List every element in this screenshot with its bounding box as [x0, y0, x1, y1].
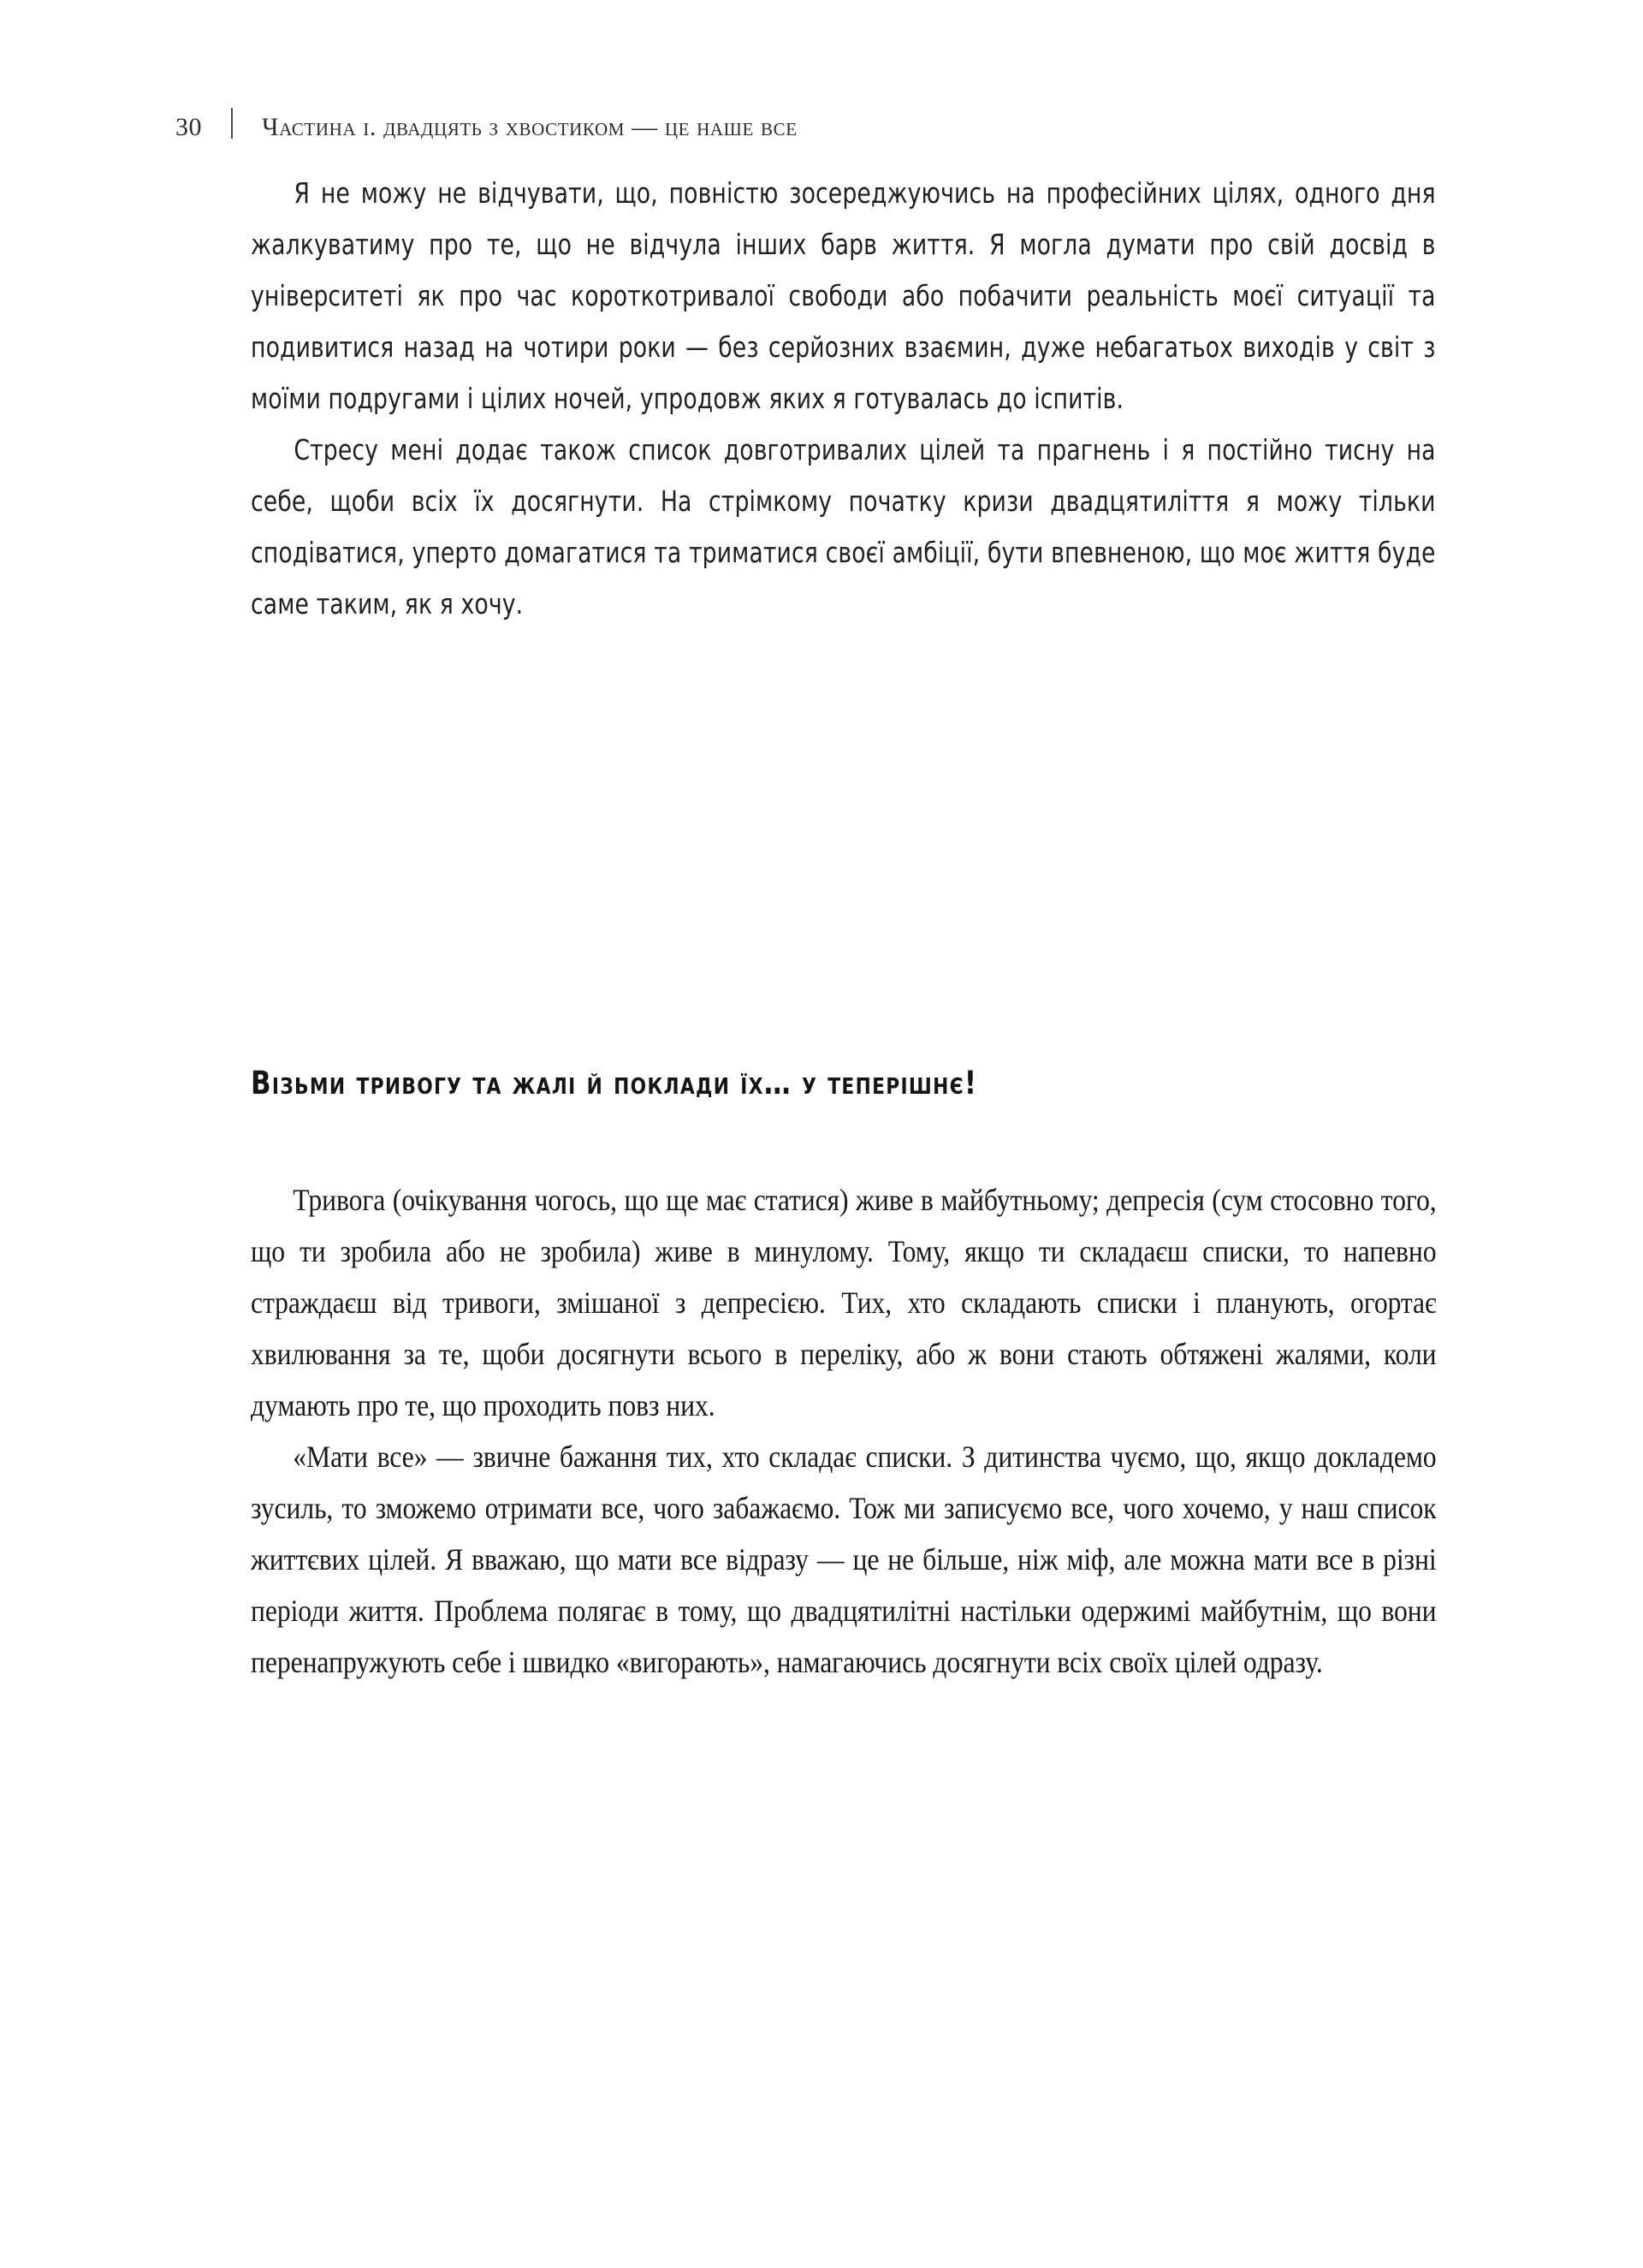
- running-head-divider: [231, 108, 233, 139]
- paragraph: Я не можу не відчувати, що, повністю зосереджуючись на професійних цілях, одного дня жалкуватиму про те, що не відчула інших барв життя. Я могла думати про свій досвід в університеті як про час короткотривалої свободи або побачити реальність моєї ситуації та подивитися назад на чотири роки — без серйозних взаємин, дуже небагатьох виходів у світ з моїми подругами і цілих ночей, упродовж яких я готувалась до іспитів.: [251, 176, 1436, 415]
- page-number: 30: [175, 113, 202, 141]
- section-paragraph-block: [251, 1174, 1437, 1688]
- paragraph: Тривога (очікування чогось, що ще має статися) живе в майбутньому; депресія (сум стосовно того, що ти зробила або не зробила) живе в минулому. Тому, якщо ти складаєш списки, то напевно страждаєш від тривоги, змішаної з депресією. Тих, хто складають списки і планують, огортає хвилювання за те, щоби досягнути всього в переліку, або ж вони стають обтяжені жалями, коли думають про те, що проходить повз них.: [251, 1183, 1437, 1422]
- running-head: [175, 104, 798, 140]
- intro-paragraph-block: [251, 168, 1437, 630]
- running-head-title: частина i. двадцять з хвостиком — це наше все: [262, 113, 798, 141]
- paragraph: Стресу мені додає також список довготривалих цілей та прагнень і я постійно тисну на себе, щоби всіх їх досягнути. На стрімкому початку кризи двадцятиліття я можу тільки сподіватися, уперто домагатися та триматися своєї амбіції, бути впевненою, що моє життя буде саме таким, як я хочу.: [251, 433, 1436, 620]
- paragraph: «Мати все» — звичне бажання тих, хто складає списки. З дитинства чуємо, що, якщо докладемо зусиль, то зможемо отримати все, чого забажаємо. Тож ми записуємо все, чого хочемо, у наш список життєвих цілей. Я вважаю, що мати все відразу — це не більше, ніж міф, але можна мати все в різні періоди життя. Проблема полягає в тому, що двадцятилітні настільки одержимі майбутнім, що вони перенапружують себе і швидко «вигорають», намагаючись досягнути всіх своїх цілей одразу.: [251, 1440, 1437, 1679]
- section-heading: Візьми тривогу та жалі й поклади їх… у теперішнє!: [251, 1065, 978, 1101]
